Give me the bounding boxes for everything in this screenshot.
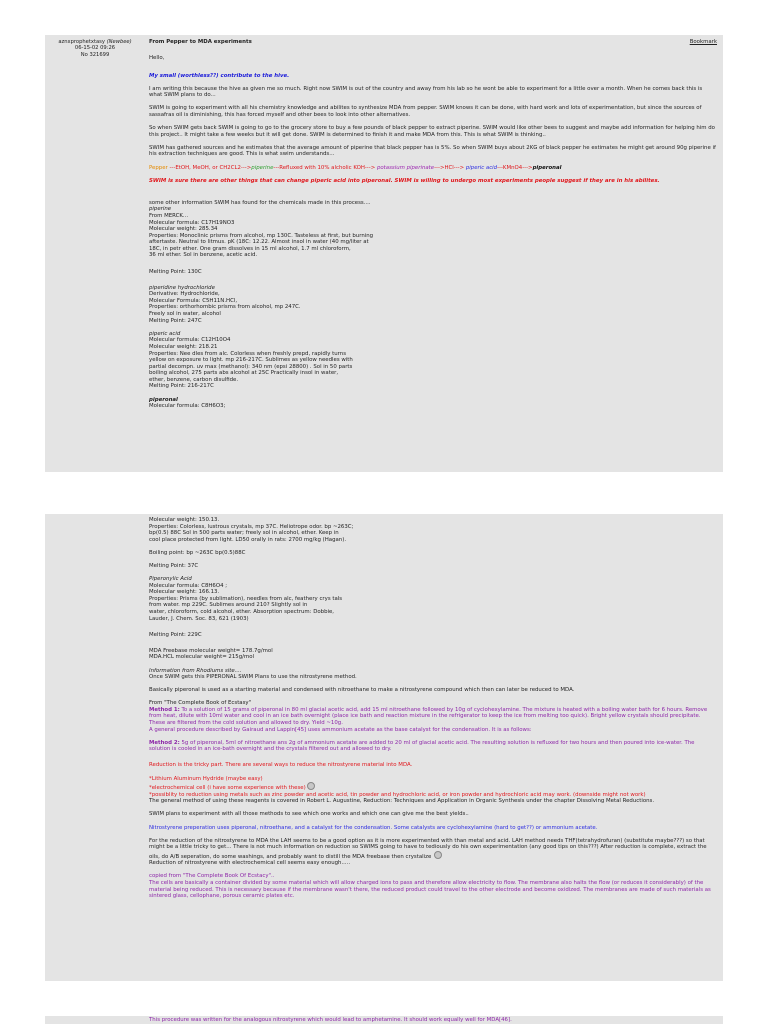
paragraph-grocery: So when SWIM gets back SWIM is going to go to the grocery store to buy a few pounds of black pepper to extract piperine. SWIM would like other bees to suggest and maybe add information for helping him do this project.. It might take a few weeks but it will get done. SWIM is determined to finish it and make MDA from this. This is what SWIM is thinking.. [149, 125, 715, 138]
paragraph-estimate: SWIM has gathered sources and he estimates that the average amount of piperine that black pepper has is 5%. So when SWIM buys about 2KG of black pepper he estimates he might get around 90g piperine if his extraction techniques are good. This is what swim understands... [149, 144, 716, 158]
red-note: SWIM is sure there are other things that can change piperic acid into piperonal. SWIM is willing to undergo most experiments people suggest if they are in his abilites. [149, 177, 660, 184]
post-panel-page-3 [45, 1016, 723, 1024]
post-meta [45, 39, 145, 58]
piperonylic-heading: Piperonylic Acid [149, 576, 192, 583]
paragraph-intro: I am writing this because the hive as given me so much. Right now SWIM is out of the country and away from his lab so he wont be able to experiment for a little over a month. When he comes back this is what SWIM plans to do... [149, 85, 703, 99]
reduction-paragraph [149, 838, 717, 861]
mda-weights: MDA Freebase molecular weight= 178.7g/mol MDA.HCL molecular weight= 215g/mol [149, 647, 273, 661]
copied-source: copied from "The Complete Book Of Ecstacy".. [149, 873, 275, 880]
piperic-data: Molecular formula: C12H10O4 Molecular weight: 218.21 Properties: Nee dles from alc. Colorless when freshly prepd, rapidly turns yellow on exposure to light. mp 216-217C. Sublimes as yellow needles with partial decompn. uv max (methanol): 340 nm (epsi 28800) . Sol in 50 parts boiling alcohol, 275 parts abs alcohol at 25C Practically insol in water, ether, benzene, carbon disulfide. Melting Point: 216-217C [149, 337, 353, 390]
author-rank: (Newbee) [106, 39, 132, 45]
piperidine-data: Derivative: Hydrochloride, Molecular Formula: C5H11N.HCl, Properties: orthorhombic prisms from alcohol, mp 247C. Freely sol in water, alcohol Melting Point: 247C [149, 291, 301, 324]
reduction-list [149, 776, 717, 792]
piperonal-melting-point: Melting Point: 37C [149, 562, 199, 569]
method-2-label: Method 2: [149, 739, 180, 746]
general-method: The general method of using these reagents is covered in Robert L. Augustine, Reduction: Techniques and Application in Organic Synthesis under the chapter Dissolving Metal Reductions. [149, 798, 655, 805]
book-source: From "The Complete Book of Ecstasy" [149, 700, 252, 707]
procedure-note: This procedure was written for the analogous nitrostyrene which would lead to amphetamine. It should work equally well for MDA[46]. [149, 1017, 512, 1023]
piperic-heading: piperic acid [149, 330, 181, 337]
piperine-heading: piperine [149, 206, 172, 213]
chain-pepper: Pepper [149, 164, 168, 171]
chain-piperic: piperic acid [464, 164, 498, 171]
nitrostyrene-prep: Nitrostyrene preperation uses piperonal, nitroethane, and a catalyst for the condensation. Some catalysts are cyclohexylamine (hard to get??) or ammonium acetate. [149, 824, 598, 831]
swim-plans: SWIM plans to experiment with all those methods to see which one works and which one can give me the best yields.. [149, 811, 469, 818]
reduction-list-metals: *possiblity to reduction using metals such as zinc powder and acetic acid, tin powder and hydrochloric acid, or iron powder and hydrochloric acid may work. (downside might not work) [149, 791, 646, 798]
method-1-note: A general procedure described by Gairaud and Lappin[45] uses ammonium acetate as the base catalyst for the condensation. It is as follows: [149, 726, 532, 733]
post-date: 06-15-02 09:26 [74, 45, 116, 52]
method-1-body: To a solution of 15 grams of piperonal in 80 ml glacial acetic acid, add 15 ml nitroethane followed by 10g of cyclohexylamine. The mixture is heated with a boiling water bath for 6 hours. Remove from heat, dilute with 10ml water and cool in an ice bath overnight (place ice bath and reaction mixture in the refrigerator to keep the ice from melting too quick). Bright yellow crystals should precipitate. These are filtered from the cold solution and allowed to dry. Yield ~10g. [149, 706, 708, 727]
info-intro: some other information SWIM has found for the chemicals made in this process.... [149, 199, 371, 206]
post-panel-page-2 [45, 514, 723, 981]
greeting: Hello, [149, 54, 165, 61]
piperonylic-melting-point: Melting Point: 229C [149, 631, 202, 638]
post-header [149, 39, 717, 46]
post-panel-page-1 [45, 35, 723, 472]
method-2-body: 5g of piperonal, 5ml of nitroethane ans 2g of ammonium acetate are added to 20 ml of glacial acetic acid. The resulting solution is refluxed for two hours and then poured into ice-water. The solution is cooled in an ice-bath overnight and the crystals filtered out and allowed to dry. [149, 739, 695, 753]
author-name[interactable]: aznxprophetxtasy [58, 39, 105, 45]
paragraph-plan: SWIM is going to experiment with all his chemistry knowledge and abilites to synthesize MDA from pepper. SWIM knows it can be done, with hard work and lots of experimentation, but since the sources of sassafras oil is diminishing, this has forced myself and other bees to look into other alternatives. [149, 105, 702, 119]
chain-step-1: ---EtOH, MeOH, or CH2CL2---> [167, 164, 252, 171]
piperonal-data: Molecular weight: 150.13. Properties: Colorless, lustrous crystals, mp 37C. Heliotrope odor. bp ~263C; bp(0.5) 88C Sol in 500 parts water; freely sol in alcohol, ether. Keep in cool place protected from light. LD50 orally in rats: 2700 mg/kg (Hagan). [149, 517, 354, 543]
subtitle: My small (worthless??) contribute to the hive. [149, 72, 290, 79]
method-1 [149, 707, 717, 727]
post-body-page-3 [149, 1017, 717, 1024]
reduction-list-items: *Lithium Aluminum Hydride (maybe easy) *electrochemical cell (i have some experience with these) [149, 775, 306, 792]
rhodium-title: Information from Rhodiums site.... [149, 667, 242, 674]
piperine-melting-point: Melting Point: 130C [149, 268, 202, 275]
piperidine-heading: piperidine hydrochloride [149, 284, 215, 291]
reaction-chain [149, 165, 717, 172]
chain-piperine: piperine [251, 164, 274, 171]
smiley-icon-2 [434, 851, 442, 859]
method-1-label: Method 1: [149, 706, 180, 713]
chain-step-3: --->HCl---> [434, 164, 465, 171]
chain-step-4: ---KMnO4---> [497, 164, 533, 171]
bookmark-link[interactable]: Bookmark [689, 39, 717, 45]
chain-step-2: ---Refluxed with 10% alcholic KOH---> [273, 164, 376, 171]
post-body [149, 39, 717, 410]
basically-paragraph: Basically piperonal is used as a starting material and condensed with nitroethane to make a nitrostyrene compound which then can later be reduced to MDA. [149, 687, 575, 694]
piperonal-heading: piperonal [149, 396, 178, 403]
chain-piperonal: piperonal [532, 164, 562, 171]
reduction-tail: Reduction of nitrostyrene with electrochemical cell seems easy enough..... [149, 860, 351, 867]
post-title: From Pepper to MDA experiments [149, 39, 252, 45]
piperonal-formula: Molecular formula: C8H6O3; [149, 403, 226, 410]
post-number: No 321699 [80, 51, 110, 58]
smiley-icon [307, 782, 315, 790]
piperonylic-data: Molecular formula: C8H6O4 ; Molecular weight: 166.13. Properties: Prisms (by sublimation), needles from alc, feathery crys tals from water. mp 229C. Sublimes around 210? Slightly sol in water, chloroform, cold alcohol, ether. Absorption spectrum: Dobbie, Lauder, J. Chem. Soc. 83, 621 (1903) [149, 582, 343, 622]
method-2 [149, 740, 717, 753]
reduction-tricky: Reduction is the tricky part. There are several ways to reduce the nitrostyrene material into MDA. [149, 762, 413, 769]
rhodium-line: Once SWIM gets this PIPERONAL SWIM Plans to use the nitrostyrene method. [149, 674, 357, 681]
reduction-paragraph-text: For the reduction of the nitrostyrene to MDA the LAH seems to be a good option as it is more experimented with than metal and acid. LAH method needs THF(tetrahydrofuran) (substitute maybe???) so that might be a little tricky to get... There is not much information on reduction so SWIMS going to have to tediously do his own experimentation (any good tips on this???) After reduction is complete, extract the oils, do A/B seperation, do some washings, and probably want to distill the MDA freebase then crystalize [149, 837, 707, 860]
chain-potassium: potassium piperinate [375, 164, 435, 171]
cells-paragraph: The cells are basically a container divided by some material which will allow charged ions to pass and therefore allow electricity to flow. The membrane also halts the flow (or reduces it considerably) of the material being reduced. This is necessary because if the membrane wasn't there, the reduced product could travel to the other electrode and become oxidized. The membranes are made of such materials as sintered glass, cellophane, porous ceramic plates etc. [149, 880, 711, 900]
post-body-continued [149, 517, 717, 906]
piperine-data: From MERCK... Molecular formula: C17H19NO3 Molecular weight: 285.34 Properties: Monoclinic prisms from alcohol, mp 130C. Tasteless at first, but burning aftertaste. Neutral to litmus. pK (18C: 12.22. Almost insol in water (40 mg/liter at 18C, in petr ether. One gram dissolves in 15 ml alcohol, 1.7 ml chloroform, 36 ml ether. Sol in benzene, acetic acid. [149, 212, 374, 259]
boiling-point: Boiling point: bp ~263C bp(0.5)88C [149, 549, 246, 556]
